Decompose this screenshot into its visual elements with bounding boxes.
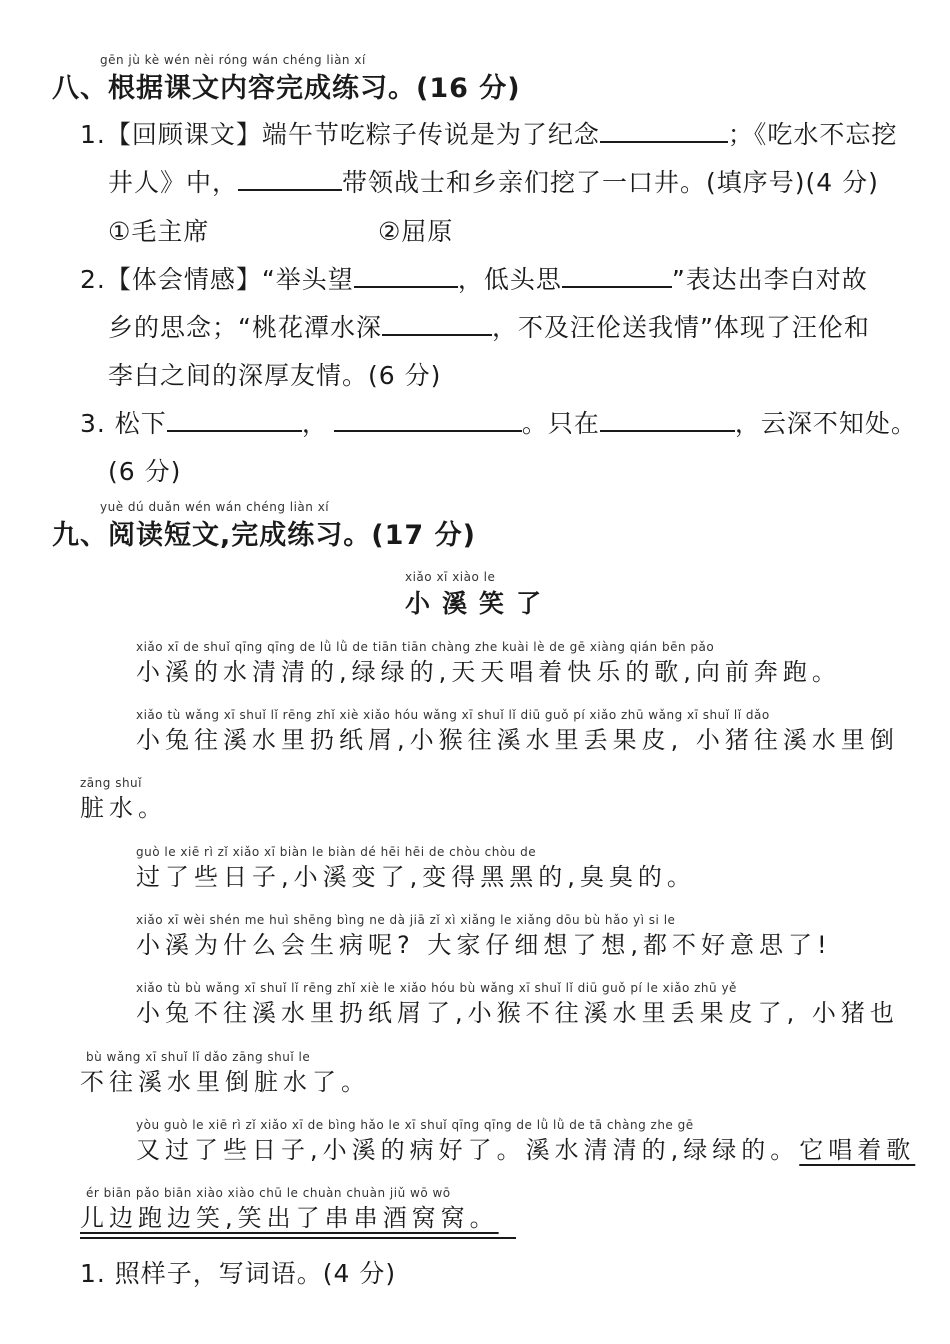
q2-line2 (108, 308, 870, 344)
q1-text-d: 带领战士和乡亲们挖了一口井。(填序号)(4 分) (342, 168, 879, 197)
underline-rule (80, 1237, 516, 1239)
passage-line-2: 小兔往溪水里扔纸屑,小猴往溪水里丢果皮, 小猪往溪水里倒 (136, 726, 899, 754)
q2-blank-3[interactable] (382, 312, 492, 336)
title-pinyin: xiǎo xī xiào le (405, 570, 496, 584)
q2-line3: 李白之间的深厚友情。(6 分) (108, 361, 442, 390)
q3-blank-3[interactable] (600, 408, 735, 432)
q2-blank-2[interactable] (562, 264, 672, 288)
passage-pinyin-5: xiǎo xī wèi shén me huì shēng bìng ne dà jiā zǐ xì xiǎng le xiǎng dōu bù hǎo yì si le (136, 913, 676, 927)
section8-heading: 八、根据课文内容完成练习。(16 分) (52, 73, 521, 104)
passage-line-6: 小兔不往溪水里扔纸屑了,小猴不往溪水里丢果皮了, 小猪也 (136, 999, 899, 1027)
passage-pinyin-2: xiǎo tù wǎng xī shuǐ lǐ rēng zhǐ xiè xiǎo hóu wǎng xī shuǐ lǐ diū guǒ pí xiǎo zhū wǎng xī shuǐ lǐ dǎo (136, 708, 770, 722)
q3-line2: (6 分) (108, 457, 182, 486)
q1-line2 (108, 163, 879, 199)
q3-text-d: ，云深不知处。 (734, 409, 917, 438)
passage-pinyin-9: ér biān pǎo biān xiào xiào chū le chuàn chuàn jiǔ wō wō (86, 1186, 451, 1200)
passage-pinyin-6: xiǎo tù bù wǎng xī shuǐ lǐ rēng zhǐ xiè le xiǎo hóu bù wǎng xī shuǐ lǐ diū guǒ pí le xiǎo zhū yě (136, 981, 737, 995)
q1-line1 (80, 115, 897, 151)
passage-line-8 (136, 1130, 915, 1165)
section9-heading: 九、阅读短文,完成练习。(17 分) (52, 520, 476, 551)
q1-blank-2[interactable] (238, 167, 342, 191)
passage-pinyin-8: yòu guò le xiē rì zǐ xiǎo xī de bìng hǎo le xī shuǐ qīng qīng de lǜ lǜ de tā chàng zhe gē (136, 1118, 694, 1132)
underlined-sentence-start: 它唱着歌 (799, 1136, 916, 1164)
q1-option-2: ②屈原 (378, 217, 454, 246)
section9-pinyin: yuè dú duǎn wén wán chéng liàn xí (100, 500, 330, 514)
q2-text-d: 乡的思念；“桃花潭水深 (108, 313, 382, 342)
q1-blank-1[interactable] (600, 119, 728, 143)
q2-text-b: ，低头思 (457, 265, 562, 294)
q1-option-1: ①毛主席 (108, 217, 210, 246)
passage-line-4: 过了些日子,小溪变了,变得黑黑的,臭臭的。 (136, 863, 696, 891)
q2-text-a: 2.【体会情感】“举头望 (80, 265, 354, 294)
q1-text-b: ；《吃水不忘挖 (727, 120, 898, 149)
passage-line-1: 小溪的水清清的,绿绿的,天天唱着快乐的歌,向前奔跑。 (136, 658, 841, 686)
q2-line1 (80, 260, 868, 296)
section8-pinyin: gēn jù kè wén nèi róng wán chéng liàn xí (100, 53, 366, 67)
q3-text-b: ， (301, 409, 328, 438)
passage-pinyin-7: bù wǎng xī shuǐ lǐ dǎo zāng shuǐ le (86, 1050, 311, 1064)
q3-text-c: 。只在 (521, 409, 600, 438)
passage-line-5: 小溪为什么会生病呢? 大家仔细想了想,都不好意思了! (136, 931, 832, 959)
q3-line1 (80, 404, 917, 440)
passage-pinyin-3: zāng shuǐ (80, 776, 142, 790)
passage-line-3: 脏水。 (80, 794, 167, 822)
section9-question-1: 1. 照样子，写词语。(4 分) (80, 1259, 397, 1288)
passage-pinyin-4: guò le xiē rì zǐ xiǎo xī biàn le biàn dé hēi hēi de chòu chòu de (136, 845, 537, 859)
q2-blank-1[interactable] (354, 264, 458, 288)
q1-text-a: 1.【回顾课文】端午节吃粽子传说是为了纪念 (80, 120, 600, 149)
passage-title: 小溪笑了 (405, 589, 554, 618)
passage-line-7: 不往溪水里倒脏水了。 (80, 1068, 370, 1096)
underlined-sentence-end: 儿边跑边笑,笑出了串串酒窝窝。 (80, 1204, 499, 1232)
q1-text-c: 井人》中， (108, 168, 239, 197)
passage-pinyin-1: xiǎo xī de shuǐ qīng qīng de lǜ lǜ de tiān tiān chàng zhe kuài lè de gē xiàng qián bēn pǎo (136, 640, 715, 654)
q2-text-c: ”表达出李白对故 (671, 265, 868, 294)
q3-text-a: 3. 松下 (80, 409, 167, 438)
passage-line-8-text: 又过了些日子,小溪的病好了。溪水清清的,绿绿的。 (136, 1136, 800, 1164)
q3-blank-2[interactable] (334, 408, 522, 432)
q3-blank-1[interactable] (167, 408, 302, 432)
q2-text-e: ，不及汪伦送我情”体现了汪伦和 (491, 313, 870, 342)
